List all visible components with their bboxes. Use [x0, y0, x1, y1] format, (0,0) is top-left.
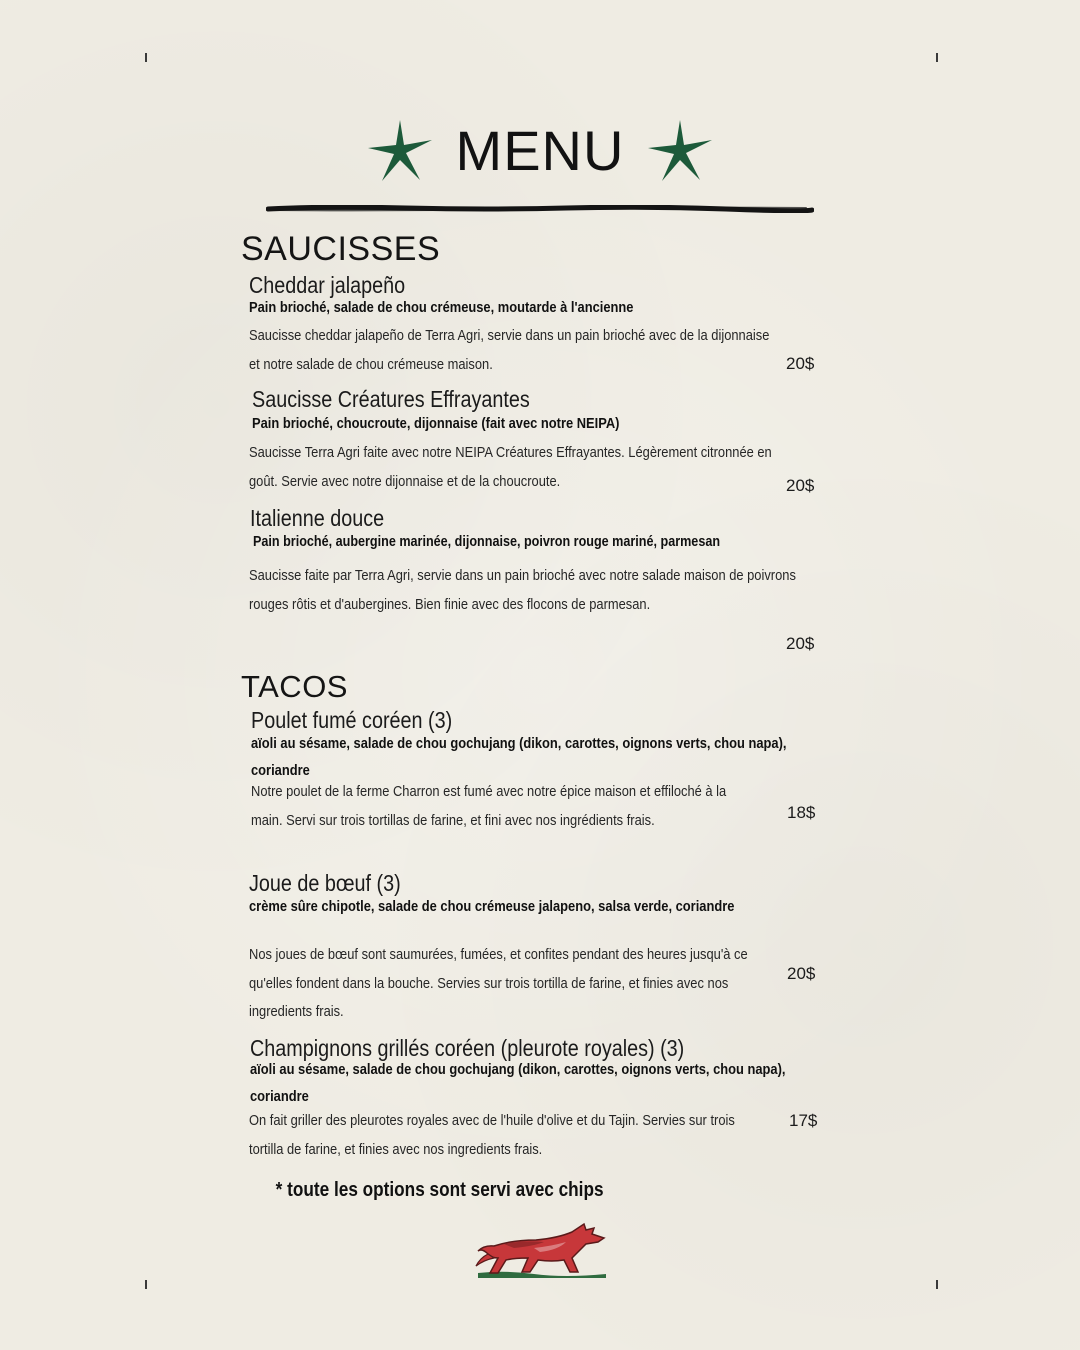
item-description: Saucisse faite par Terra Agri, servie dans un pain brioché avec notre salade maison de poivrons rouges rôtis et d'aubergines. Bien finie avec des flocons de parmesan. — [249, 567, 796, 613]
item-price: 20$ — [786, 476, 815, 495]
corner-mark — [936, 1280, 938, 1289]
item-description: Saucisse cheddar jalapeño de Terra Agri, servie dans un pain brioché avec de la dijonnaise et notre salade de chou crémeuse maison. — [249, 327, 770, 373]
item-description: Nos joues de bœuf sont saumurées, fumées, et confites pendant des heures jusqu'à ce qu'elles fondent dans la bouche. Servies sur trois tortilla de farine, et finies avec nos ingredients frais. — [249, 946, 748, 1020]
item-price: 20$ — [787, 964, 816, 983]
item-price: 17$ — [789, 1111, 818, 1130]
item-name: Italienne douce — [250, 505, 385, 531]
wolf-logo-icon — [474, 1218, 610, 1280]
star-icon — [366, 118, 434, 184]
section-title-saucisses: SAUCISSES — [241, 230, 441, 268]
item-description: Notre poulet de la ferme Charron est fumé avec notre épice maison et effiloché à la main. Servi sur trois tortillas de farine, et fini avec nos ingrédients frais. — [251, 783, 727, 829]
item-name: Poulet fumé coréen (3) — [251, 707, 453, 733]
title-divider — [266, 205, 814, 213]
item-ingredients: aïoli au sésame, salade de chou gochujang (dikon, carottes, oignons verts, chou napa), coriandre — [250, 1061, 786, 1105]
item-ingredients: Pain brioché, choucroute, dijonnaise (fait avec notre NEIPA) — [252, 415, 620, 432]
item-name: Saucisse Créatures Effrayantes — [252, 386, 530, 412]
item-price: 20$ — [786, 354, 815, 373]
item-ingredients: Pain brioché, salade de chou crémeuse, moutarde à l'ancienne — [249, 299, 634, 316]
item-price: 18$ — [787, 803, 816, 822]
star-icon — [646, 118, 714, 184]
item-price: 20$ — [786, 634, 815, 653]
item-name: Joue de bœuf (3) — [249, 870, 401, 896]
item-name: Champignons grillés coréen (pleurote royales) (3) — [250, 1035, 685, 1061]
item-ingredients: crème sûre chipotle, salade de chou crémeuse jalapeno, salsa verde, coriandre — [249, 898, 735, 915]
section-title-tacos: TACOS — [241, 669, 348, 704]
corner-mark — [936, 53, 938, 62]
page-title: MENU — [455, 119, 625, 182]
corner-mark — [145, 53, 147, 62]
footnote: * toute les options sont servi avec chips — [275, 1179, 604, 1201]
menu-header — [0, 112, 1080, 190]
item-description: Saucisse Terra Agri faite avec notre NEIPA Créatures Effrayantes. Légèrement citronnée en goût. Servie avec notre dijonnaise et de la choucroute. — [249, 444, 772, 490]
item-ingredients: Pain brioché, aubergine marinée, dijonnaise, poivron rouge mariné, parmesan — [253, 533, 721, 550]
item-ingredients: aïoli au sésame, salade de chou gochujang (dikon, carottes, oignons verts, chou napa), coriandre — [251, 735, 787, 779]
item-name: Cheddar jalapeño — [249, 272, 406, 298]
item-description: On fait griller des pleurotes royales avec de l'huile d'olive et du Tajin. Servies sur trois tortilla de farine, et finies avec nos ingredients frais. — [249, 1112, 735, 1158]
corner-mark — [145, 1280, 147, 1289]
